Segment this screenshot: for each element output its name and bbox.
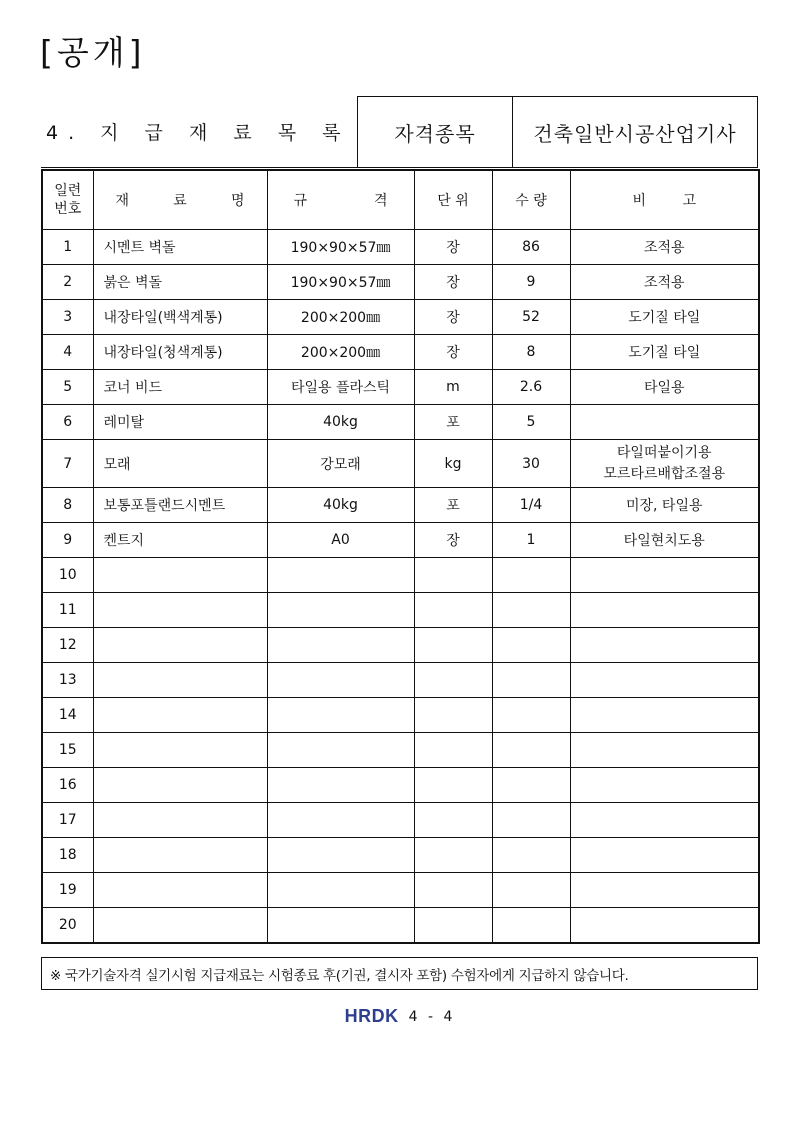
header-name-char: 료 — [173, 193, 187, 209]
cell-quantity — [492, 558, 570, 593]
cell-material-name — [93, 768, 267, 803]
cell-unit — [414, 558, 492, 593]
header-unit: 단 위 — [414, 170, 492, 230]
cell-material-name — [93, 733, 267, 768]
cell-serial-number: 20 — [42, 908, 93, 944]
cell-spec — [267, 838, 414, 873]
cell-unit: 장 — [414, 265, 492, 300]
table-row — [42, 838, 759, 873]
cell-note — [570, 768, 759, 803]
header-serial-line2: 번호 — [54, 201, 82, 217]
cell-serial-number: 17 — [42, 803, 93, 838]
cell-quantity — [492, 803, 570, 838]
cell-quantity: 52 — [492, 300, 570, 335]
cell-unit: 장 — [414, 300, 492, 335]
cell-material-name — [93, 838, 267, 873]
cell-material-name — [93, 908, 267, 944]
cell-material-name: 내장타일(백색계통) — [93, 300, 267, 335]
cell-material-name — [93, 803, 267, 838]
table-row — [42, 733, 759, 768]
cell-quantity: 2.6 — [492, 370, 570, 405]
cell-note — [570, 908, 759, 944]
cell-serial-number: 13 — [42, 663, 93, 698]
cell-note — [570, 593, 759, 628]
cell-unit — [414, 838, 492, 873]
cell-serial-number: 18 — [42, 838, 93, 873]
cell-serial-number: 2 — [42, 265, 93, 300]
cell-material-name: 켄트지 — [93, 523, 267, 558]
cell-material-name: 내장타일(청색계통) — [93, 335, 267, 370]
cell-spec: 200×200㎜ — [267, 335, 414, 370]
cell-serial-number: 15 — [42, 733, 93, 768]
cell-spec: 강모래 — [267, 440, 414, 488]
cell-unit: 포 — [414, 405, 492, 440]
header-serial-line1: 일련 — [54, 183, 82, 199]
table-row — [42, 523, 759, 558]
cell-material-name: 시멘트 벽돌 — [93, 230, 267, 265]
table-row — [42, 593, 759, 628]
cell-note-line2: 모르타르배합조절용 — [603, 465, 726, 482]
table-row — [42, 908, 759, 944]
cell-quantity: 5 — [492, 405, 570, 440]
header-note-char: 고 — [682, 193, 696, 209]
cell-material-name — [93, 663, 267, 698]
cell-spec — [267, 908, 414, 944]
cell-serial-number: 14 — [42, 698, 93, 733]
cell-quantity — [492, 628, 570, 663]
header-quantity: 수 량 — [492, 170, 570, 230]
cell-spec: 190×90×57㎜ — [267, 265, 414, 300]
cell-serial-number: 19 — [42, 873, 93, 908]
cell-serial-number: 3 — [42, 300, 93, 335]
cell-quantity — [492, 838, 570, 873]
cell-material-name: 붉은 벽돌 — [93, 265, 267, 300]
cell-unit — [414, 873, 492, 908]
section-title: 4. 지 급 재 료 목 록 — [41, 96, 357, 168]
table-row — [42, 663, 759, 698]
table-row — [42, 488, 759, 523]
cell-unit: kg — [414, 440, 492, 488]
cell-material-name: 보통포틀랜드시멘트 — [93, 488, 267, 523]
header-spec-char: 격 — [373, 193, 388, 209]
header-material-name — [93, 170, 267, 230]
cell-quantity — [492, 908, 570, 944]
cell-unit — [414, 803, 492, 838]
cell-unit: 장 — [414, 230, 492, 265]
cell-serial-number: 11 — [42, 593, 93, 628]
qualification-value: 건축일반시공산업기사 — [512, 96, 758, 168]
cell-unit — [414, 593, 492, 628]
cell-note — [570, 838, 759, 873]
cell-note: 조적용 — [570, 265, 759, 300]
cell-quantity: 1/4 — [492, 488, 570, 523]
cell-note-line1: 타일떠붙이기용 — [616, 444, 712, 461]
table-row — [42, 440, 759, 488]
cell-material-name: 코너 비드 — [93, 370, 267, 405]
cell-note: 조적용 — [570, 230, 759, 265]
cell-spec: 200×200㎜ — [267, 300, 414, 335]
cell-spec — [267, 663, 414, 698]
cell-material-name: 모래 — [93, 440, 267, 488]
cell-serial-number: 5 — [42, 370, 93, 405]
cell-unit: 포 — [414, 488, 492, 523]
cell-note — [570, 663, 759, 698]
cell-note — [570, 733, 759, 768]
cell-unit — [414, 733, 492, 768]
cell-note — [570, 628, 759, 663]
cell-unit — [414, 768, 492, 803]
cell-note — [570, 440, 759, 488]
table-row — [42, 628, 759, 663]
table-row — [42, 335, 759, 370]
cell-quantity — [492, 698, 570, 733]
cell-spec: 40kg — [267, 488, 414, 523]
header-spec-char: 규 — [293, 193, 308, 209]
table-row — [42, 265, 759, 300]
cell-spec — [267, 873, 414, 908]
table-row — [42, 300, 759, 335]
cell-quantity: 86 — [492, 230, 570, 265]
cell-spec — [267, 733, 414, 768]
cell-material-name — [93, 873, 267, 908]
cell-quantity — [492, 768, 570, 803]
cell-spec: A0 — [267, 523, 414, 558]
cell-serial-number: 7 — [42, 440, 93, 488]
cell-note: 도기질 타일 — [570, 335, 759, 370]
cell-unit — [414, 908, 492, 944]
cell-note: 타일용 — [570, 370, 759, 405]
cell-unit — [414, 628, 492, 663]
cell-quantity: 30 — [492, 440, 570, 488]
header-name-char: 명 — [230, 193, 245, 209]
table-row — [42, 230, 759, 265]
cell-quantity: 9 — [492, 265, 570, 300]
cell-serial-number: 1 — [42, 230, 93, 265]
cell-serial-number: 4 — [42, 335, 93, 370]
cell-note: 도기질 타일 — [570, 300, 759, 335]
cell-unit: m — [414, 370, 492, 405]
cell-unit: 장 — [414, 523, 492, 558]
cell-spec — [267, 768, 414, 803]
cell-serial-number: 9 — [42, 523, 93, 558]
cell-quantity — [492, 663, 570, 698]
page-footer — [0, 1006, 800, 1027]
cell-spec — [267, 593, 414, 628]
materials-table — [41, 169, 760, 944]
notice-box: ※ 국가기술자격 실기시험 지급재료는 시험종료 후(기권, 결시자 포함) 수험자에게 지급하지 않습니다. — [41, 957, 758, 990]
page-number: 4 - 4 — [408, 1008, 456, 1025]
cell-material-name — [93, 698, 267, 733]
cell-unit: 장 — [414, 335, 492, 370]
cell-quantity: 8 — [492, 335, 570, 370]
table-row — [42, 768, 759, 803]
public-mark: [공개] — [40, 33, 146, 72]
table-row — [42, 873, 759, 908]
cell-note — [570, 405, 759, 440]
cell-note — [570, 698, 759, 733]
cell-note — [570, 558, 759, 593]
cell-serial-number: 6 — [42, 405, 93, 440]
hrdk-logo: HRDK — [344, 1006, 399, 1026]
table-row — [42, 803, 759, 838]
table-row — [42, 698, 759, 733]
table-header-row — [42, 170, 759, 230]
cell-spec — [267, 628, 414, 663]
cell-serial-number: 16 — [42, 768, 93, 803]
cell-note — [570, 873, 759, 908]
cell-spec: 190×90×57㎜ — [267, 230, 414, 265]
header-name-char: 재 — [115, 193, 130, 209]
table-row — [42, 405, 759, 440]
cell-serial-number: 10 — [42, 558, 93, 593]
cell-quantity — [492, 873, 570, 908]
cell-note: 타일현치도용 — [570, 523, 759, 558]
cell-quantity — [492, 733, 570, 768]
cell-material-name — [93, 593, 267, 628]
cell-unit — [414, 698, 492, 733]
cell-quantity: 1 — [492, 523, 570, 558]
header-serial-number — [42, 170, 93, 230]
cell-material-name — [93, 628, 267, 663]
header-note-char: 비 — [632, 193, 647, 209]
header-note — [570, 170, 759, 230]
cell-quantity — [492, 593, 570, 628]
cell-spec — [267, 558, 414, 593]
cell-note — [570, 803, 759, 838]
cell-material-name — [93, 558, 267, 593]
table-row — [42, 558, 759, 593]
header-spec — [267, 170, 414, 230]
cell-note: 미장, 타일용 — [570, 488, 759, 523]
table-row — [42, 370, 759, 405]
cell-spec: 40kg — [267, 405, 414, 440]
cell-spec — [267, 803, 414, 838]
cell-unit — [414, 663, 492, 698]
cell-spec: 타일용 플라스틱 — [267, 370, 414, 405]
qualification-label: 자격종목 — [357, 96, 512, 168]
cell-serial-number: 12 — [42, 628, 93, 663]
cell-serial-number: 8 — [42, 488, 93, 523]
cell-spec — [267, 698, 414, 733]
cell-material-name: 레미탈 — [93, 405, 267, 440]
document-header — [41, 96, 758, 168]
